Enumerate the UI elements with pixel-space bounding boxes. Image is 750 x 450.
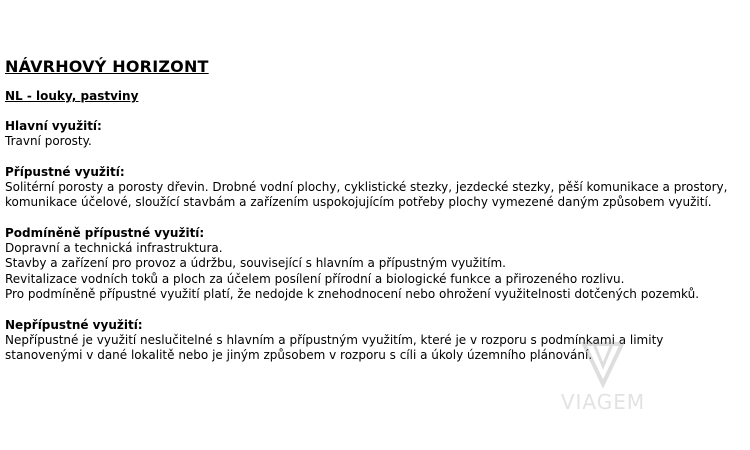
- section-prohibited-use: [5, 318, 743, 364]
- section-heading: Hlavní využití:: [5, 119, 102, 133]
- section-line: Solitérní porosty a porosty dřevin. Drobné vodní plochy, cyklistické stezky, jezdecké stezky, pěší komunikace a prostory,: [5, 179, 728, 194]
- watermark-text: VIAGEM: [560, 390, 646, 414]
- section-line: Pro podmíněně přípustné využití platí, že nedojde k znehodnocení nebo ohrožení využitelnosti dotčených pozemků.: [5, 287, 700, 301]
- section-permitted-use: [5, 165, 743, 211]
- section-main-use: [5, 119, 743, 150]
- section-line: komunikace účelové, sloužící stavbám a zařízením uspokojujícím potřeby plochy vymezené daným způsobem využití.: [5, 195, 712, 209]
- section-heading: Nepřípustné využití:: [5, 317, 143, 332]
- page-title: NÁVRHOVÝ HORIZONT: [5, 57, 209, 76]
- section-line: Stavby a zařízení pro provoz a údržbu, související s hlavním a přípustným využitím.: [5, 256, 506, 270]
- section-line: Travní porosty.: [5, 134, 92, 148]
- section-line: Nepřípustné je využití neslučitelné s hlavním a přípustným využitím, které je v rozporu s podmínkami a limity: [5, 332, 664, 347]
- document-body: [5, 56, 743, 364]
- section-line: Dopravní a technická infrastruktura.: [5, 240, 223, 255]
- section-line: stanovenými v dané lokalitě nebo je jiným způsobem v rozporu s cíli a úkoly územního plánování.: [5, 348, 593, 362]
- page-subtitle: NL - louky, pastviny: [5, 89, 139, 103]
- section-conditional-use: [5, 226, 743, 303]
- section-heading: Podmíněně přípustné využití:: [5, 225, 205, 240]
- section-line: Revitalizace vodních toků a ploch za účelem posílení přírodní a biologické funkce a přirozeného rozlivu.: [5, 271, 625, 286]
- section-heading: Přípustné využití:: [5, 164, 125, 179]
